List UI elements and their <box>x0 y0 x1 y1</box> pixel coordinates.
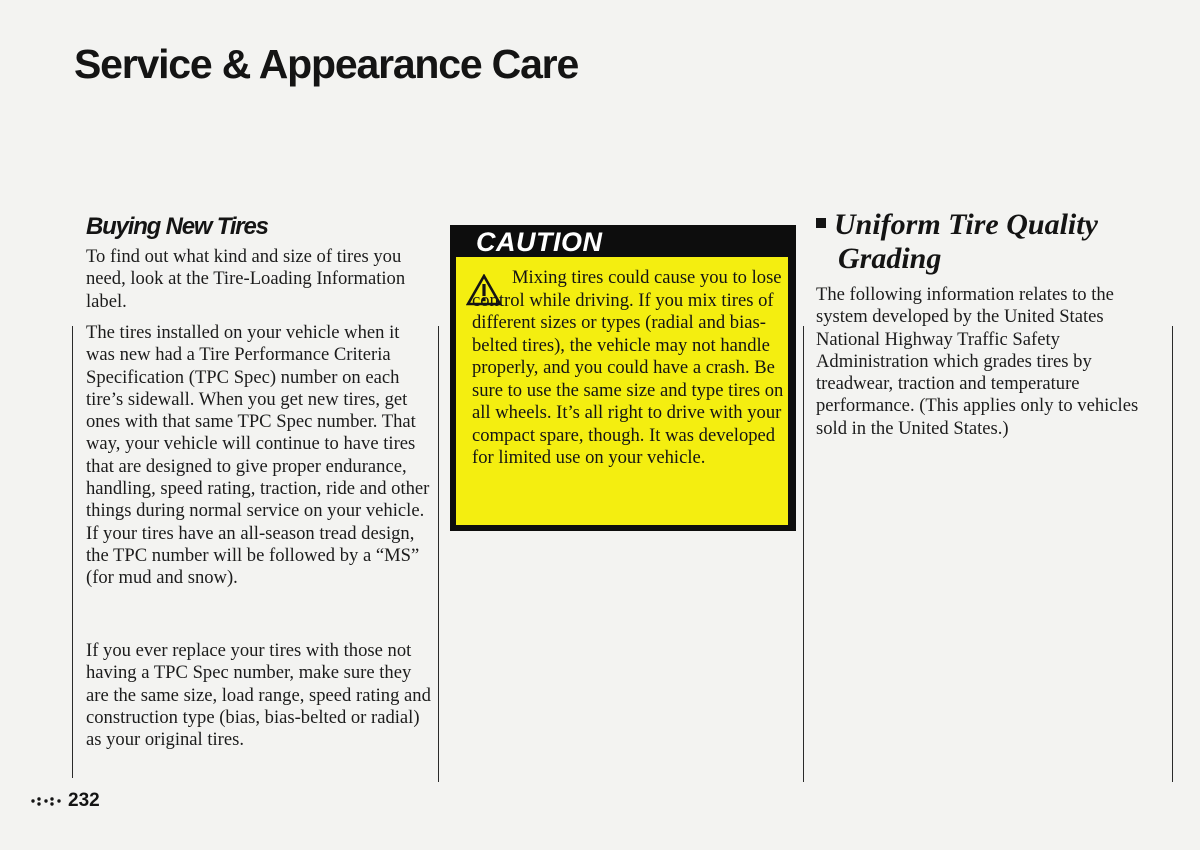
square-bullet-icon <box>816 218 826 228</box>
uniform-heading-line1: Uniform Tire Quality <box>834 208 1098 241</box>
replacement-tires-paragraph: If you ever replace your tires with those not having a TPC Spec number, make sure they are the same size, load range, speed rating and construction type (bias, bias-belted or radial) as your original tires. <box>86 640 431 751</box>
caution-box <box>450 225 796 531</box>
column-divider <box>438 326 439 782</box>
page-title: Service & Appearance Care <box>74 41 579 88</box>
dots-ornament-icon <box>30 794 64 808</box>
column-rule-left <box>72 326 73 778</box>
buying-tires-intro-paragraph: To find out what kind and size of tires you need, look at the Tire-Loading Information label. <box>86 246 406 312</box>
page-number: 232 <box>68 790 100 811</box>
uniform-grading-paragraph: The following information relates to the system developed by the United States National Highway Traffic Safety Administration which grades tires by treadwear, traction and temperature performance. (This applies only to vehicles sold in the United States.) <box>816 284 1139 439</box>
buying-new-tires-heading: Buying New Tires <box>86 213 268 240</box>
caution-message: Mixing tires could cause you to lose control while driving. If you mix tires of different sizes or types (radial and bias-belted tires), the vehicle may not handle properly, and you could have a crash. Be sure to use the same size and type tires on all wheels. It’s all right to drive with your compact spare, though. It was developed for limited use on your vehicle. <box>472 267 784 468</box>
column-divider <box>1172 326 1173 782</box>
tpc-spec-paragraph: The tires installed on your vehicle when it was new had a Tire Performance Criteria Specification (TPC Spec) number on each tire’s sidewall. When you get new tires, get ones with that same TPC Spec number. That way, your vehicle will continue to have tires that are designed to give proper endurance, handling, speed rating, traction, ride and other things during normal service on your vehicle. If your tires have an all-season tread design, the TPC number will be followed by a “MS” (for mud and snow). <box>86 322 430 589</box>
caution-text <box>472 267 784 470</box>
uniform-heading-line2: Grading <box>838 242 942 275</box>
page-footer <box>30 790 100 812</box>
column-divider <box>803 326 804 782</box>
uniform-tire-grading-heading <box>816 208 1176 276</box>
caution-label: CAUTION <box>476 227 603 257</box>
caution-body <box>456 257 788 525</box>
